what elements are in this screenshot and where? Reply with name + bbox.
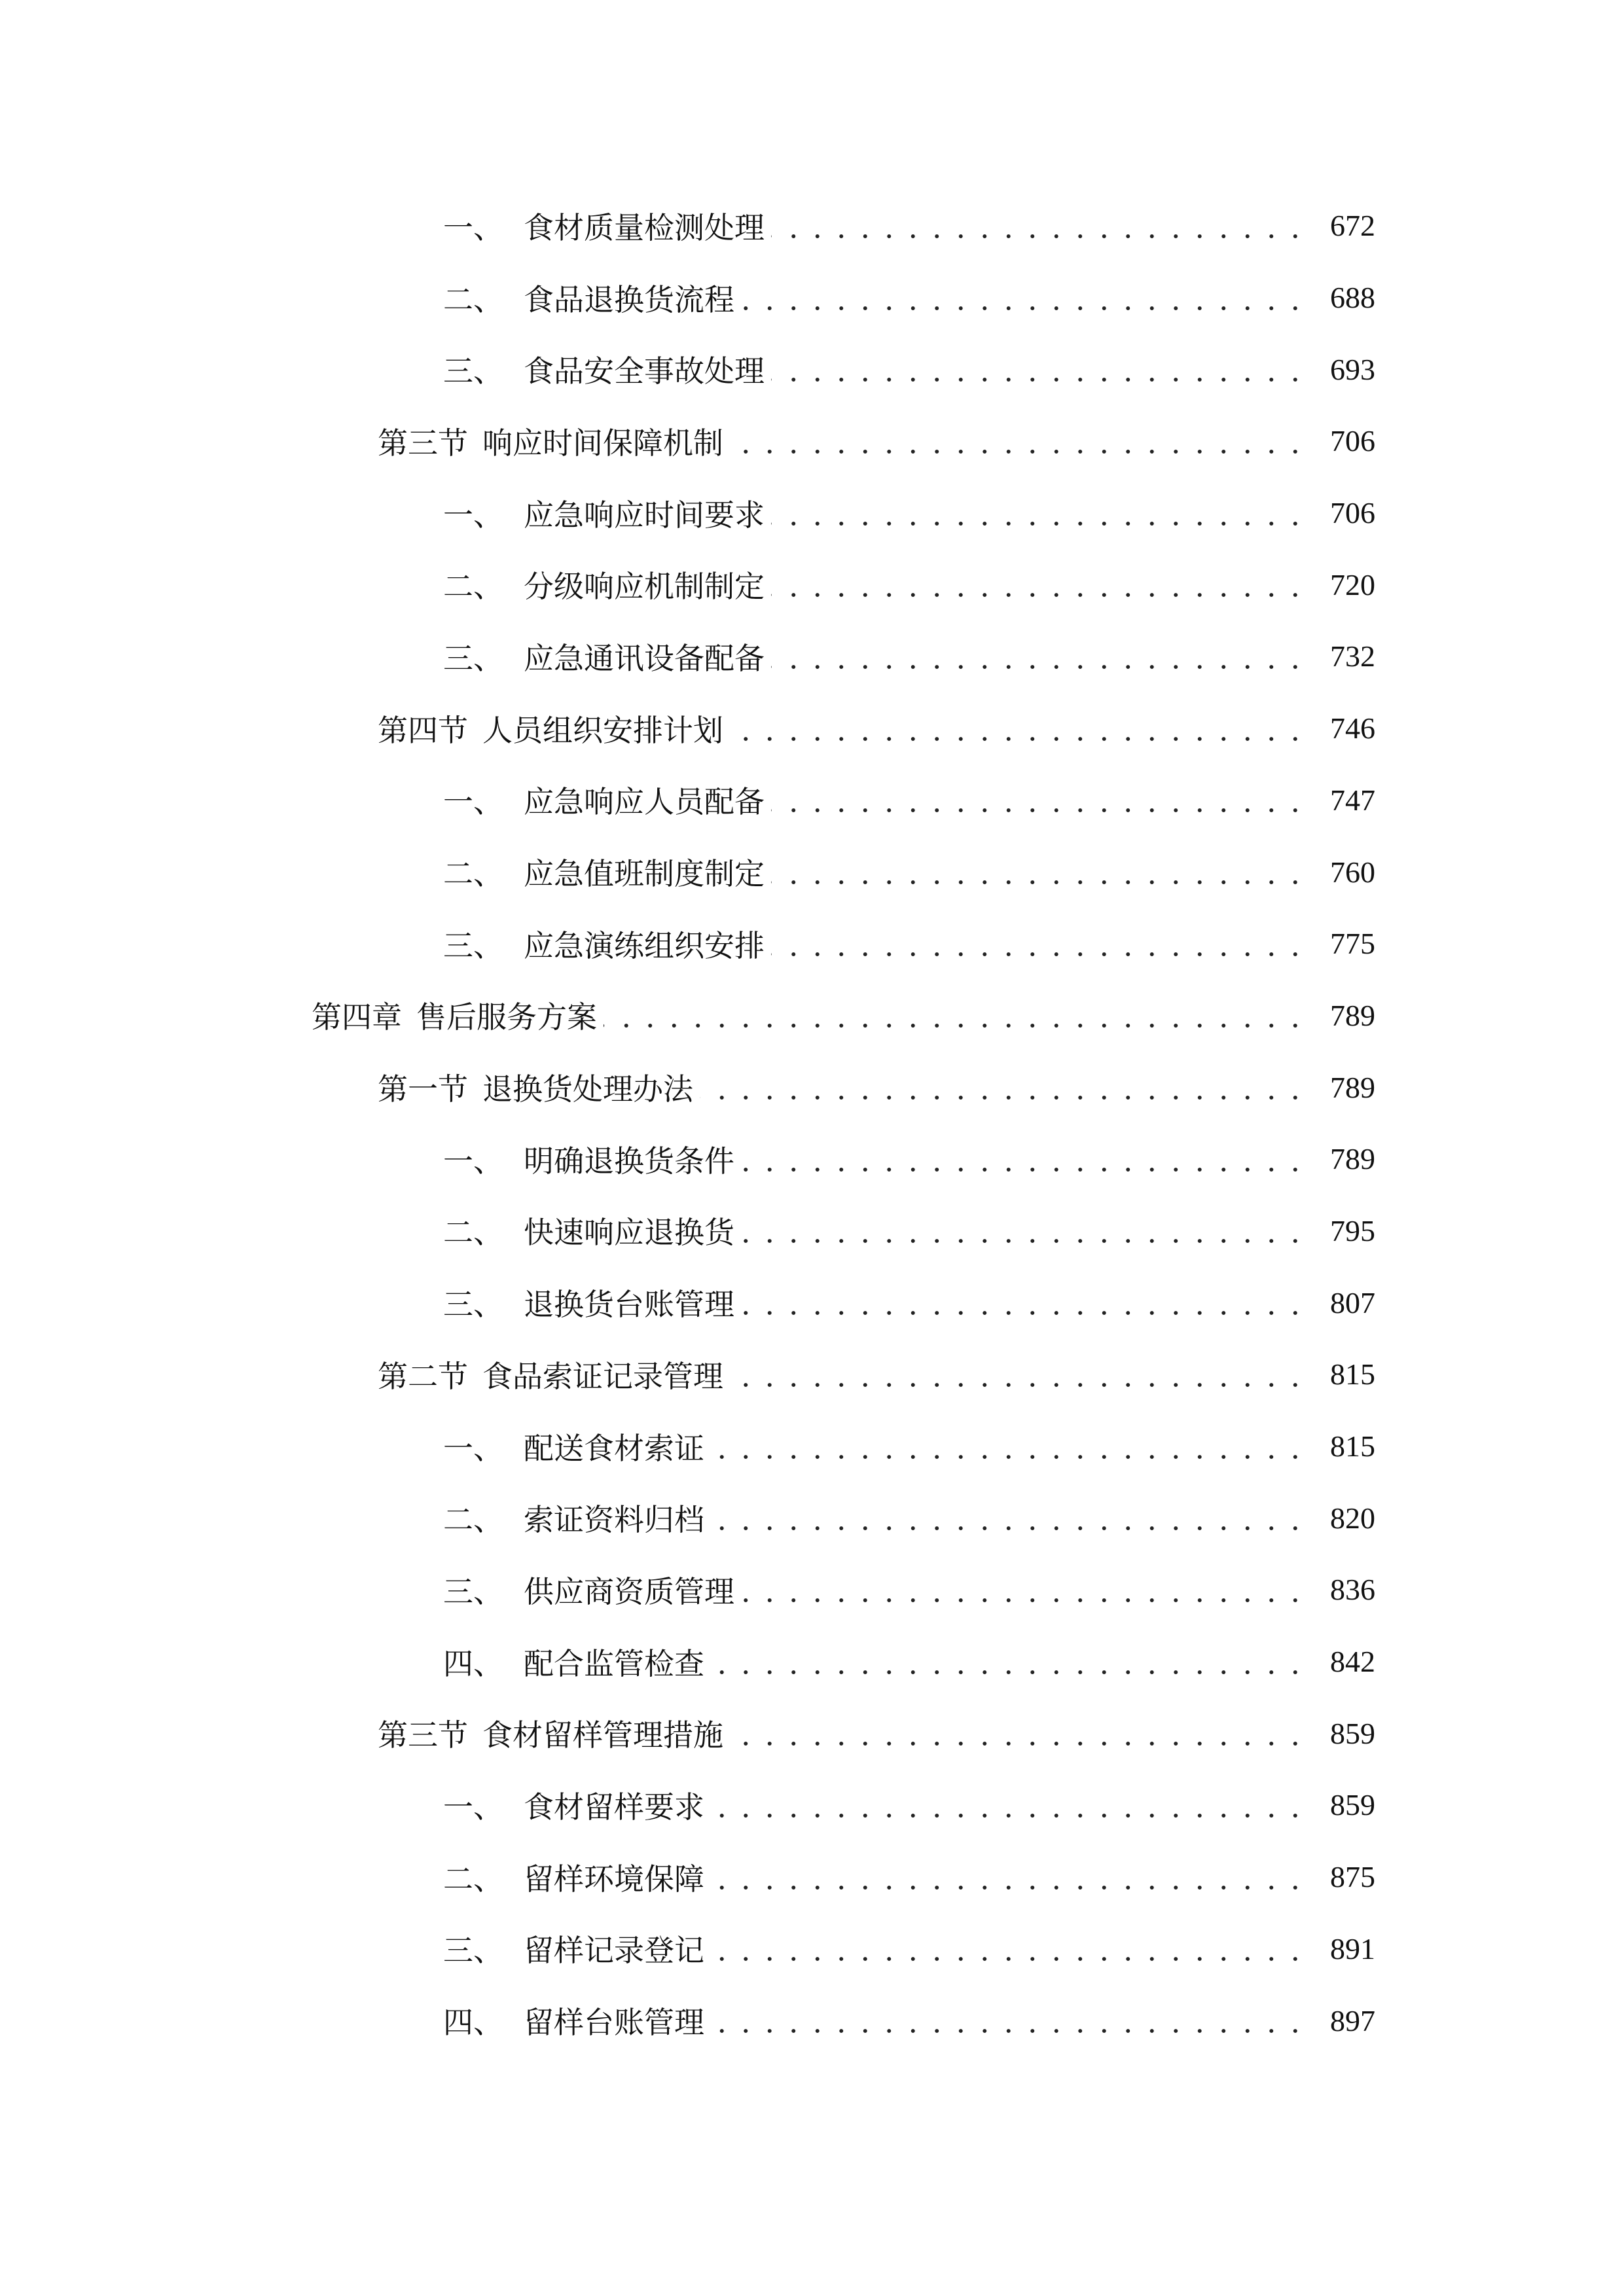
toc-entry-label [443,922,765,965]
dot-leader [730,1718,1307,1748]
dot-leader [711,1647,1307,1677]
toc-entry-label [312,994,597,1037]
toc-entry-title: 配送食材索证 [524,1430,704,1466]
toc-entry-section[interactable] [0,1051,1624,1123]
toc-entry-item[interactable] [0,477,1624,549]
toc-entry-marker: 二、 [443,856,503,892]
toc-entry-label [443,1856,704,1899]
toc-entry-page-number: 820 [1330,1501,1375,1535]
dot-leader [741,1287,1307,1318]
dot-leader [771,929,1307,959]
toc-entry-page-number: 891 [1330,1931,1375,1965]
dot-leader [771,354,1307,384]
toc-entry-label [443,348,765,391]
dot-leader [741,1144,1307,1174]
dot-leader [771,641,1307,672]
toc-entry-title: 应急值班制度制定 [524,856,765,892]
toc-entry-label [443,850,765,893]
dot-leader [711,1503,1307,1533]
toc-entry-item[interactable] [0,1123,1624,1195]
dot-leader [730,1359,1307,1390]
toc-entry-page-number: 859 [1330,1788,1375,1822]
toc-entry-title: 退换货处理办法 [482,1071,693,1107]
toc-entry-marker: 第三节 [378,1717,468,1753]
toc-entry-page-number: 859 [1330,1716,1375,1750]
dot-leader [771,857,1307,887]
toc-entry-marker: 一、 [443,1143,503,1179]
toc-entry-marker: 第三节 [378,425,468,461]
toc-entry-page-number: 807 [1330,1285,1375,1319]
dot-leader [711,1933,1307,1964]
toc-entry-page-number: 746 [1330,711,1375,745]
toc-entry-label [378,420,723,463]
toc-entry-page-number: 795 [1330,1213,1375,1247]
toc-entry-page-number: 789 [1330,998,1375,1032]
toc-entry-title: 供应商资质管理 [524,1573,734,1609]
toc-entry-page-number: 775 [1330,927,1375,961]
toc-entry-label [443,1425,704,1468]
dot-leader [711,2005,1307,2036]
toc-entry-page-number: 789 [1330,1142,1375,1176]
dot-leader [771,498,1307,528]
toc-entry-section[interactable] [0,692,1624,764]
toc-entry-marker: 一、 [443,497,503,533]
toc-entry-label [443,1496,704,1539]
toc-entry-label [443,1568,734,1611]
toc-entry-page-number: 842 [1330,1645,1375,1679]
toc-entry-marker: 第四节 [378,712,468,748]
toc-entry-page-number: 815 [1330,1429,1375,1463]
toc-entry-title: 食材质量检测处理 [524,209,765,245]
toc-entry-title: 食品安全事故处理 [524,353,765,389]
toc-entry-title: 留样记录登记 [524,1933,704,1969]
toc-entry-page-number: 760 [1330,855,1375,889]
toc-entry-title: 食材留样要求 [524,1789,704,1825]
toc-entry-title: 食品索证记录管理 [482,1358,723,1394]
toc-entry-title: 配合监管检查 [524,1645,704,1681]
toc-entry-item[interactable] [0,190,1624,262]
toc-entry-label [443,1138,734,1181]
toc-entry-section[interactable] [0,405,1624,477]
toc-entry-item[interactable] [0,620,1624,692]
toc-entry-item[interactable] [0,1913,1624,1985]
toc-entry-title: 售后服务方案 [416,999,597,1035]
toc-entry-page-number: 693 [1330,352,1375,386]
toc-entry-item[interactable] [0,764,1624,836]
toc-entry-item[interactable] [0,1482,1624,1554]
dot-leader [771,785,1307,815]
toc-entry-item[interactable] [0,1841,1624,1913]
toc-entry-marker: 第二节 [378,1358,468,1394]
dot-leader [700,1072,1307,1102]
toc-entry-marker: 二、 [443,281,503,317]
toc-entry-section[interactable] [0,1338,1624,1410]
toc-entry-item[interactable] [0,836,1624,908]
toc-entry-page-number: 815 [1330,1357,1375,1391]
toc-entry-marker: 第一节 [378,1071,468,1107]
toc-entry-label [443,1281,734,1324]
toc-entry-chapter[interactable] [0,980,1624,1052]
toc-entry-page-number: 875 [1330,1860,1375,1894]
toc-entry-marker: 二、 [443,1861,503,1897]
toc-entry-title: 应急响应人员配备 [524,784,765,820]
toc-entry-marker: 三、 [443,353,503,389]
toc-entry-marker: 四、 [443,1645,503,1681]
toc-entry-title: 食材留样管理措施 [482,1717,723,1753]
dot-leader [711,1862,1307,1892]
toc-entry-marker: 一、 [443,1430,503,1466]
toc-entry-page-number: 706 [1330,424,1375,458]
toc-entry-marker: 三、 [443,1287,503,1323]
dot-leader [730,426,1307,456]
toc-entry-label [378,707,723,750]
toc-entry-label [378,1353,723,1396]
toc-entry-label [443,204,765,247]
toc-entry-item[interactable] [0,1554,1624,1626]
toc-entry-section[interactable] [0,1697,1624,1769]
toc-entry-title: 快速响应退换货 [524,1215,734,1251]
toc-entry-page-number: 732 [1330,639,1375,673]
dot-leader [741,283,1307,313]
toc-entry-item[interactable] [0,1410,1624,1482]
toc-entry-marker: 一、 [443,1789,503,1825]
dot-leader [741,1215,1307,1246]
dot-leader [604,1000,1307,1030]
toc-entry-marker: 第四章 [312,999,402,1035]
toc-entry-page-number: 836 [1330,1573,1375,1607]
toc-entry-item[interactable] [0,1195,1624,1267]
toc-entry-label [443,1640,704,1683]
toc-entry-page-number: 897 [1330,2003,1375,2037]
dot-leader [741,1575,1307,1605]
toc-entry-marker: 二、 [443,1215,503,1251]
toc-entry-label [443,1999,704,2042]
toc-entry-item[interactable] [0,548,1624,620]
toc-entry-marker: 四、 [443,2005,503,2041]
dot-leader [771,569,1307,600]
toc-entry-title: 明确退换货条件 [524,1143,734,1179]
toc-entry-item[interactable] [0,908,1624,980]
toc-entry-title: 分级响应机制制定 [524,569,765,605]
toc-entry-page-number: 747 [1330,783,1375,817]
toc-entry-label [443,563,765,606]
dot-leader [730,713,1307,744]
toc-entry-page-number: 720 [1330,567,1375,601]
toc-entry-item[interactable] [0,1626,1624,1698]
toc-entry-label [443,1927,704,1970]
toc-entry-title: 应急演练组织安排 [524,927,765,963]
toc-entry-marker: 三、 [443,1573,503,1609]
table-of-contents [0,190,1624,2056]
toc-entry-item[interactable] [0,333,1624,405]
toc-entry-title: 人员组织安排计划 [482,712,723,748]
toc-entry-label [378,1066,693,1109]
toc-entry-page-number: 789 [1330,1070,1375,1104]
dot-leader [771,211,1307,241]
toc-entry-title: 留样台账管理 [524,2005,704,2041]
toc-entry-title: 应急通讯设备配备 [524,640,765,676]
toc-entry-label [443,778,765,821]
toc-entry-marker: 三、 [443,640,503,676]
toc-entry-title: 留样环境保障 [524,1861,704,1897]
toc-entry-label [443,492,765,535]
toc-entry-page-number: 672 [1330,209,1375,243]
toc-entry-title: 响应时间保障机制 [482,425,723,461]
toc-entry-page-number: 688 [1330,281,1375,315]
dot-leader [711,1790,1307,1820]
toc-entry-marker: 二、 [443,1502,503,1538]
toc-entry-marker: 一、 [443,209,503,245]
toc-entry-title: 索证资料归档 [524,1502,704,1538]
toc-entry-marker: 三、 [443,927,503,963]
toc-entry-title: 食品退换货流程 [524,281,734,317]
toc-entry-label [443,276,734,319]
toc-entry-label [443,1209,734,1252]
toc-entry-page-number: 706 [1330,496,1375,530]
toc-entry-marker: 二、 [443,569,503,605]
toc-entry-item[interactable] [0,1984,1624,2056]
toc-entry-item[interactable] [0,262,1624,334]
toc-entry-marker: 一、 [443,784,503,820]
toc-entry-item[interactable] [0,1769,1624,1841]
toc-entry-marker: 三、 [443,1933,503,1969]
toc-entry-label [443,1784,704,1827]
toc-entry-title: 退换货台账管理 [524,1287,734,1323]
toc-entry-item[interactable] [0,1266,1624,1338]
toc-entry-label [443,635,765,678]
toc-entry-title: 应急响应时间要求 [524,497,765,533]
dot-leader [711,1431,1307,1462]
toc-entry-label [378,1712,723,1755]
